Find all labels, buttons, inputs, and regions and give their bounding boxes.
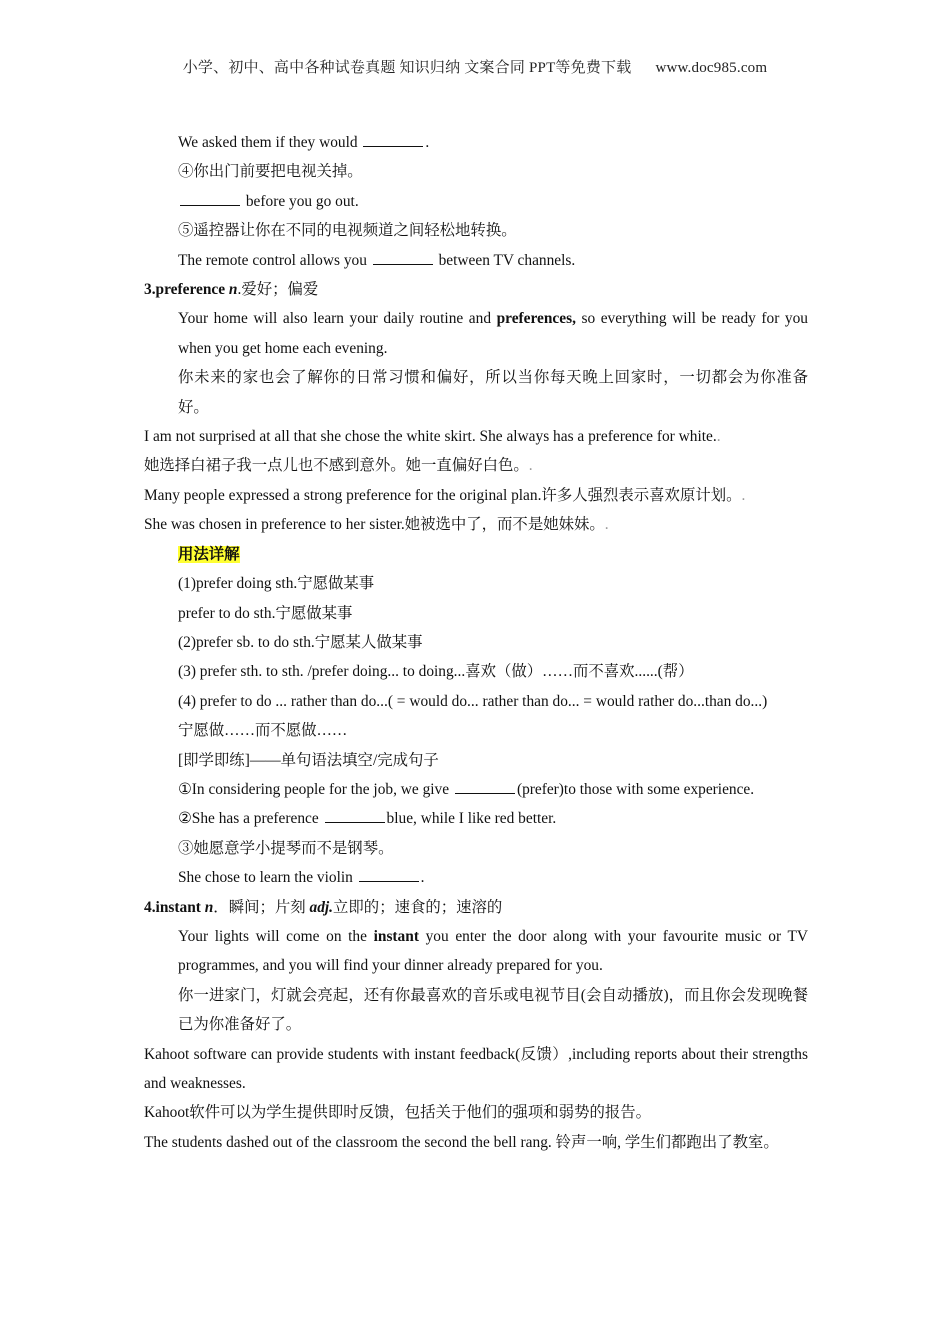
exercise-prompt: ④你出门前要把电视关掉。: [178, 163, 363, 181]
usage-item: (3) prefer sth. to sth. /prefer doing... to doing...喜欢（做）……而不喜欢......(帮）: [178, 663, 694, 681]
entry-heading-preference: 3.preference n.爱好；偏爱: [144, 281, 319, 299]
exercise-line: ①In considering people for the job, we give (prefer)to those with some experience.: [178, 780, 755, 798]
usage-item: (4) prefer to do ... rather than do...( = would do... rather than do... = would rather do...than do...): [178, 692, 768, 710]
entry-heading-instant: 4.instant n．瞬间；片刻 adj.立即的；速食的；速溶的: [144, 898, 503, 916]
usage-item: 宁愿做……而不愿做……: [178, 722, 348, 740]
example-sentence: Your lights will come on the instant you enter the door along with your favourite music or TV programmes, and you will find your dinner already prepared for you.: [178, 927, 808, 975]
example-sentence: Your home will also learn your daily routine and preferences, so everything will be ready for you when you get home each evening.: [178, 310, 808, 357]
exercise-line: ②She has a preference blue, while I like red better.: [178, 810, 557, 828]
example-translation: Kahoot软件可以为学生提供即时反馈，包括关于他们的强项和弱势的报告。: [144, 1104, 652, 1122]
exercise-line: She chose to learn the violin .: [178, 869, 425, 887]
answer-blank: [363, 132, 423, 147]
usage-item: (2)prefer sb. to do sth.宁愿某人做某事: [178, 633, 423, 651]
header-url[interactable]: www.doc985.com: [655, 60, 768, 76]
exercise-heading: [即学即练]——单句语法填空/完成句子: [178, 751, 439, 769]
exercise-prompt: ③她愿意学小提琴而不是钢琴。: [178, 839, 394, 857]
answer-blank: [180, 191, 240, 206]
example-translation: 她选择白裙子我一点儿也不感到意外。她一直偏好白色。.: [144, 457, 533, 475]
answer-blank: [455, 779, 515, 794]
document-body: [144, 128, 808, 1157]
answer-blank: [373, 250, 433, 265]
example-translation: 你未来的家也会了解你的日常习惯和偏好，所以当你每天晚上回家时，一切都会为你准备好。: [178, 369, 808, 416]
usage-item: prefer to do sth.宁愿做某事: [178, 604, 353, 622]
exercise-prompt: ⑤遥控器让你在不同的电视频道之间轻松地转换。: [178, 222, 517, 240]
example-sentence: She was chosen in preference to her sister.她被选中了，而不是她妹妹。.: [144, 516, 609, 534]
example-sentence: Many people expressed a strong preference for the original plan.许多人强烈表示喜欢原计划。.: [144, 486, 746, 504]
answer-blank: [359, 867, 419, 882]
exercise-line: before you go out.: [144, 187, 808, 216]
page-header: [0, 56, 950, 77]
header-text: 小学、初中、高中各种试卷真题 知识归纳 文案合同 PPT等免费下载: [182, 60, 632, 76]
answer-blank: [325, 808, 385, 823]
example-sentence: The students dashed out of the classroom the second the bell rang. 铃声一响, 学生们都跑出了教室。: [144, 1133, 779, 1151]
example-sentence: Kahoot software can provide students with instant feedback(反馈）,including reports about their strengths and weaknesses.: [144, 1045, 808, 1092]
exercise-line: The remote control allows you between TV channels.: [178, 251, 576, 269]
usage-heading: 用法详解: [178, 545, 240, 563]
example-translation: 你一进家门，灯就会亮起，还有你最喜欢的音乐或电视节目(会自动播放)，而且你会发现晚餐已为你准备好了。: [178, 986, 808, 1034]
example-sentence: I am not surprised at all that she chose the white skirt. She always has a preference for white..: [144, 428, 721, 446]
exercise-line: We asked them if they would .: [178, 134, 430, 151]
usage-item: (1)prefer doing sth.宁愿做某事: [178, 575, 375, 593]
